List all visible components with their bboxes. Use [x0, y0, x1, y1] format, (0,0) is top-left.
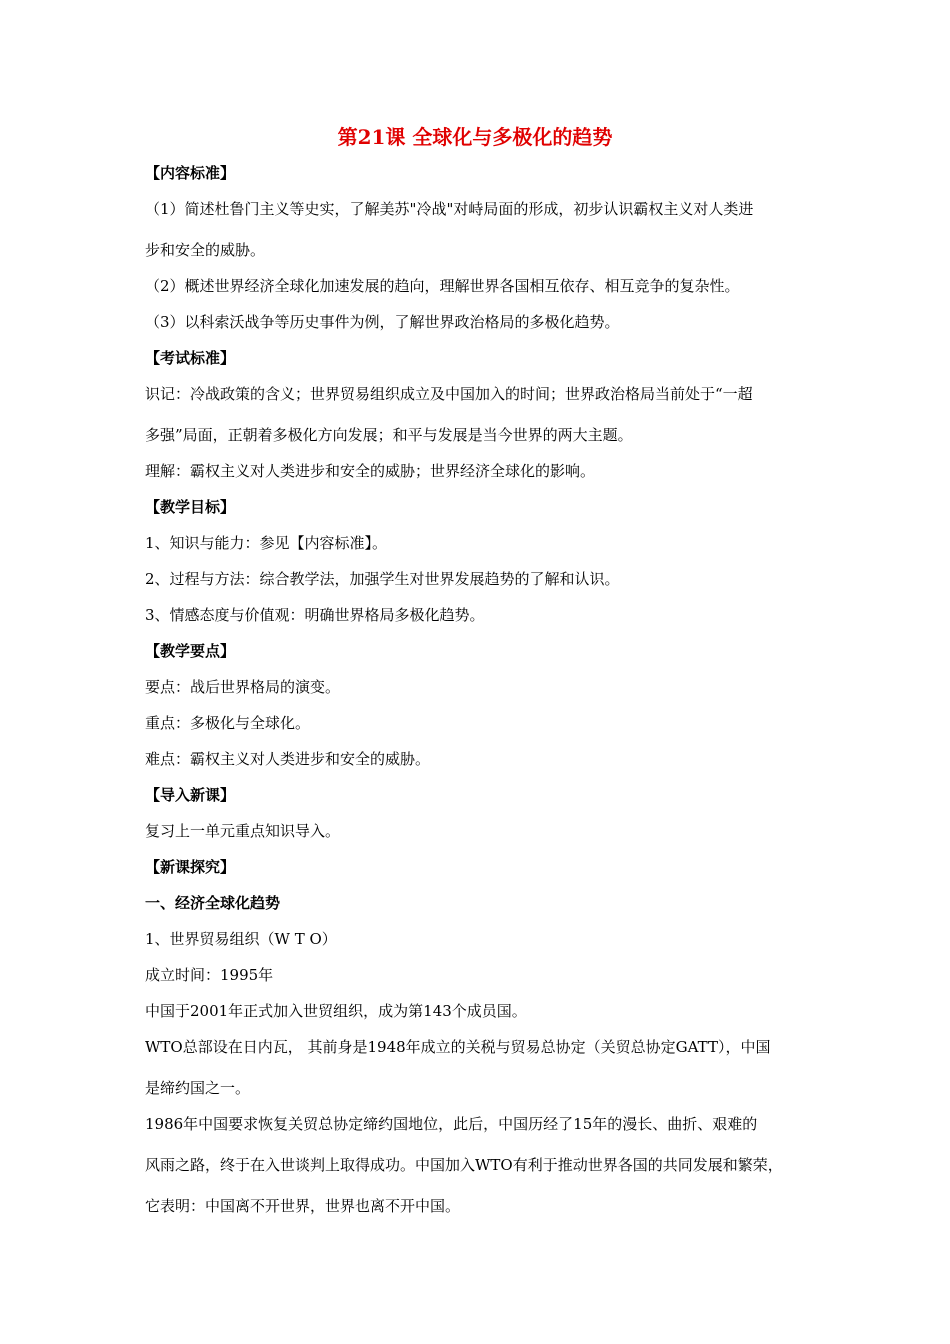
- paragraph-line: 重点：多极化与全球化。: [145, 714, 311, 732]
- heading-content-standard: 【内容标准】: [145, 164, 236, 182]
- paragraph-line: 识记：冷战政策的含义；世界贸易组织成立及中国加入的时间；世界政治格局当前处于“一超: [145, 385, 753, 403]
- section-heading-economic-globalization: 一、经济全球化趋势: [145, 894, 281, 912]
- paragraph-line: 1986年中国要求恢复关贸总协定缔约国地位，此后，中国历经了15年的漫长、曲折、艰难的: [145, 1115, 758, 1133]
- paragraph-line: 中国于2001年正式加入世贸组织，成为第143个成员国。: [145, 1002, 527, 1020]
- paragraph-line: 是缔约国之一。: [145, 1079, 251, 1097]
- heading-teaching-points: 【教学要点】: [145, 642, 236, 660]
- paragraph-line: 步和安全的威胁。: [145, 241, 266, 259]
- paragraph-line: 复习上一单元重点知识导入。: [145, 822, 341, 840]
- paragraph-line: （3）以科索沃战争等历史事件为例，了解世界政治格局的多极化趋势。: [145, 313, 620, 331]
- paragraph-line: 它表明：中国离不开世界，世界也离不开中国。: [145, 1197, 461, 1215]
- paragraph-line: WTO总部设在日内瓦， 其前身是1948年成立的关税与贸易总协定（关贸总协定GATT），中国: [145, 1038, 771, 1056]
- heading-introduction: 【导入新课】: [145, 786, 236, 804]
- paragraph-line: 1、知识与能力：参见【内容标准】。: [145, 534, 388, 552]
- paragraph-line: 多强”局面，正朝着多极化方向发展；和平与发展是当今世界的两大主题。: [145, 426, 633, 444]
- paragraph-line: （2）概述世界经济全球化加速发展的趋向，理解世界各国相互依存、相互竞争的复杂性。: [145, 277, 740, 295]
- heading-new-lesson: 【新课探究】: [145, 858, 236, 876]
- paragraph-line: 2、过程与方法：综合教学法，加强学生对世界发展趋势的了解和认识。: [145, 570, 620, 588]
- paragraph-line: 要点：战后世界格局的演变。: [145, 678, 341, 696]
- paragraph-line: 理解：霸权主义对人类进步和安全的威胁；世界经济全球化的影响。: [145, 462, 596, 480]
- heading-exam-standard: 【考试标准】: [145, 349, 236, 367]
- page-title: 第21课 全球化与多极化的趋势: [337, 125, 613, 149]
- paragraph-line: 风雨之路，终于在入世谈判上取得成功。中国加入WTO有利于推动世界各国的共同发展和繁荣，: [145, 1156, 783, 1174]
- heading-teaching-goals: 【教学目标】: [145, 498, 236, 516]
- paragraph-line: 3、情感态度与价值观：明确世界格局多极化趋势。: [145, 606, 485, 624]
- paragraph-line: 难点：霸权主义对人类进步和安全的威胁。: [145, 750, 431, 768]
- paragraph-line: 1、世界贸易组织（W T O）: [145, 930, 337, 948]
- paragraph-line: 成立时间：1995年: [145, 966, 274, 984]
- paragraph-line: （1）简述杜鲁门主义等史实，了解美苏"冷战"对峙局面的形成，初步认识霸权主义对人类进: [145, 200, 754, 218]
